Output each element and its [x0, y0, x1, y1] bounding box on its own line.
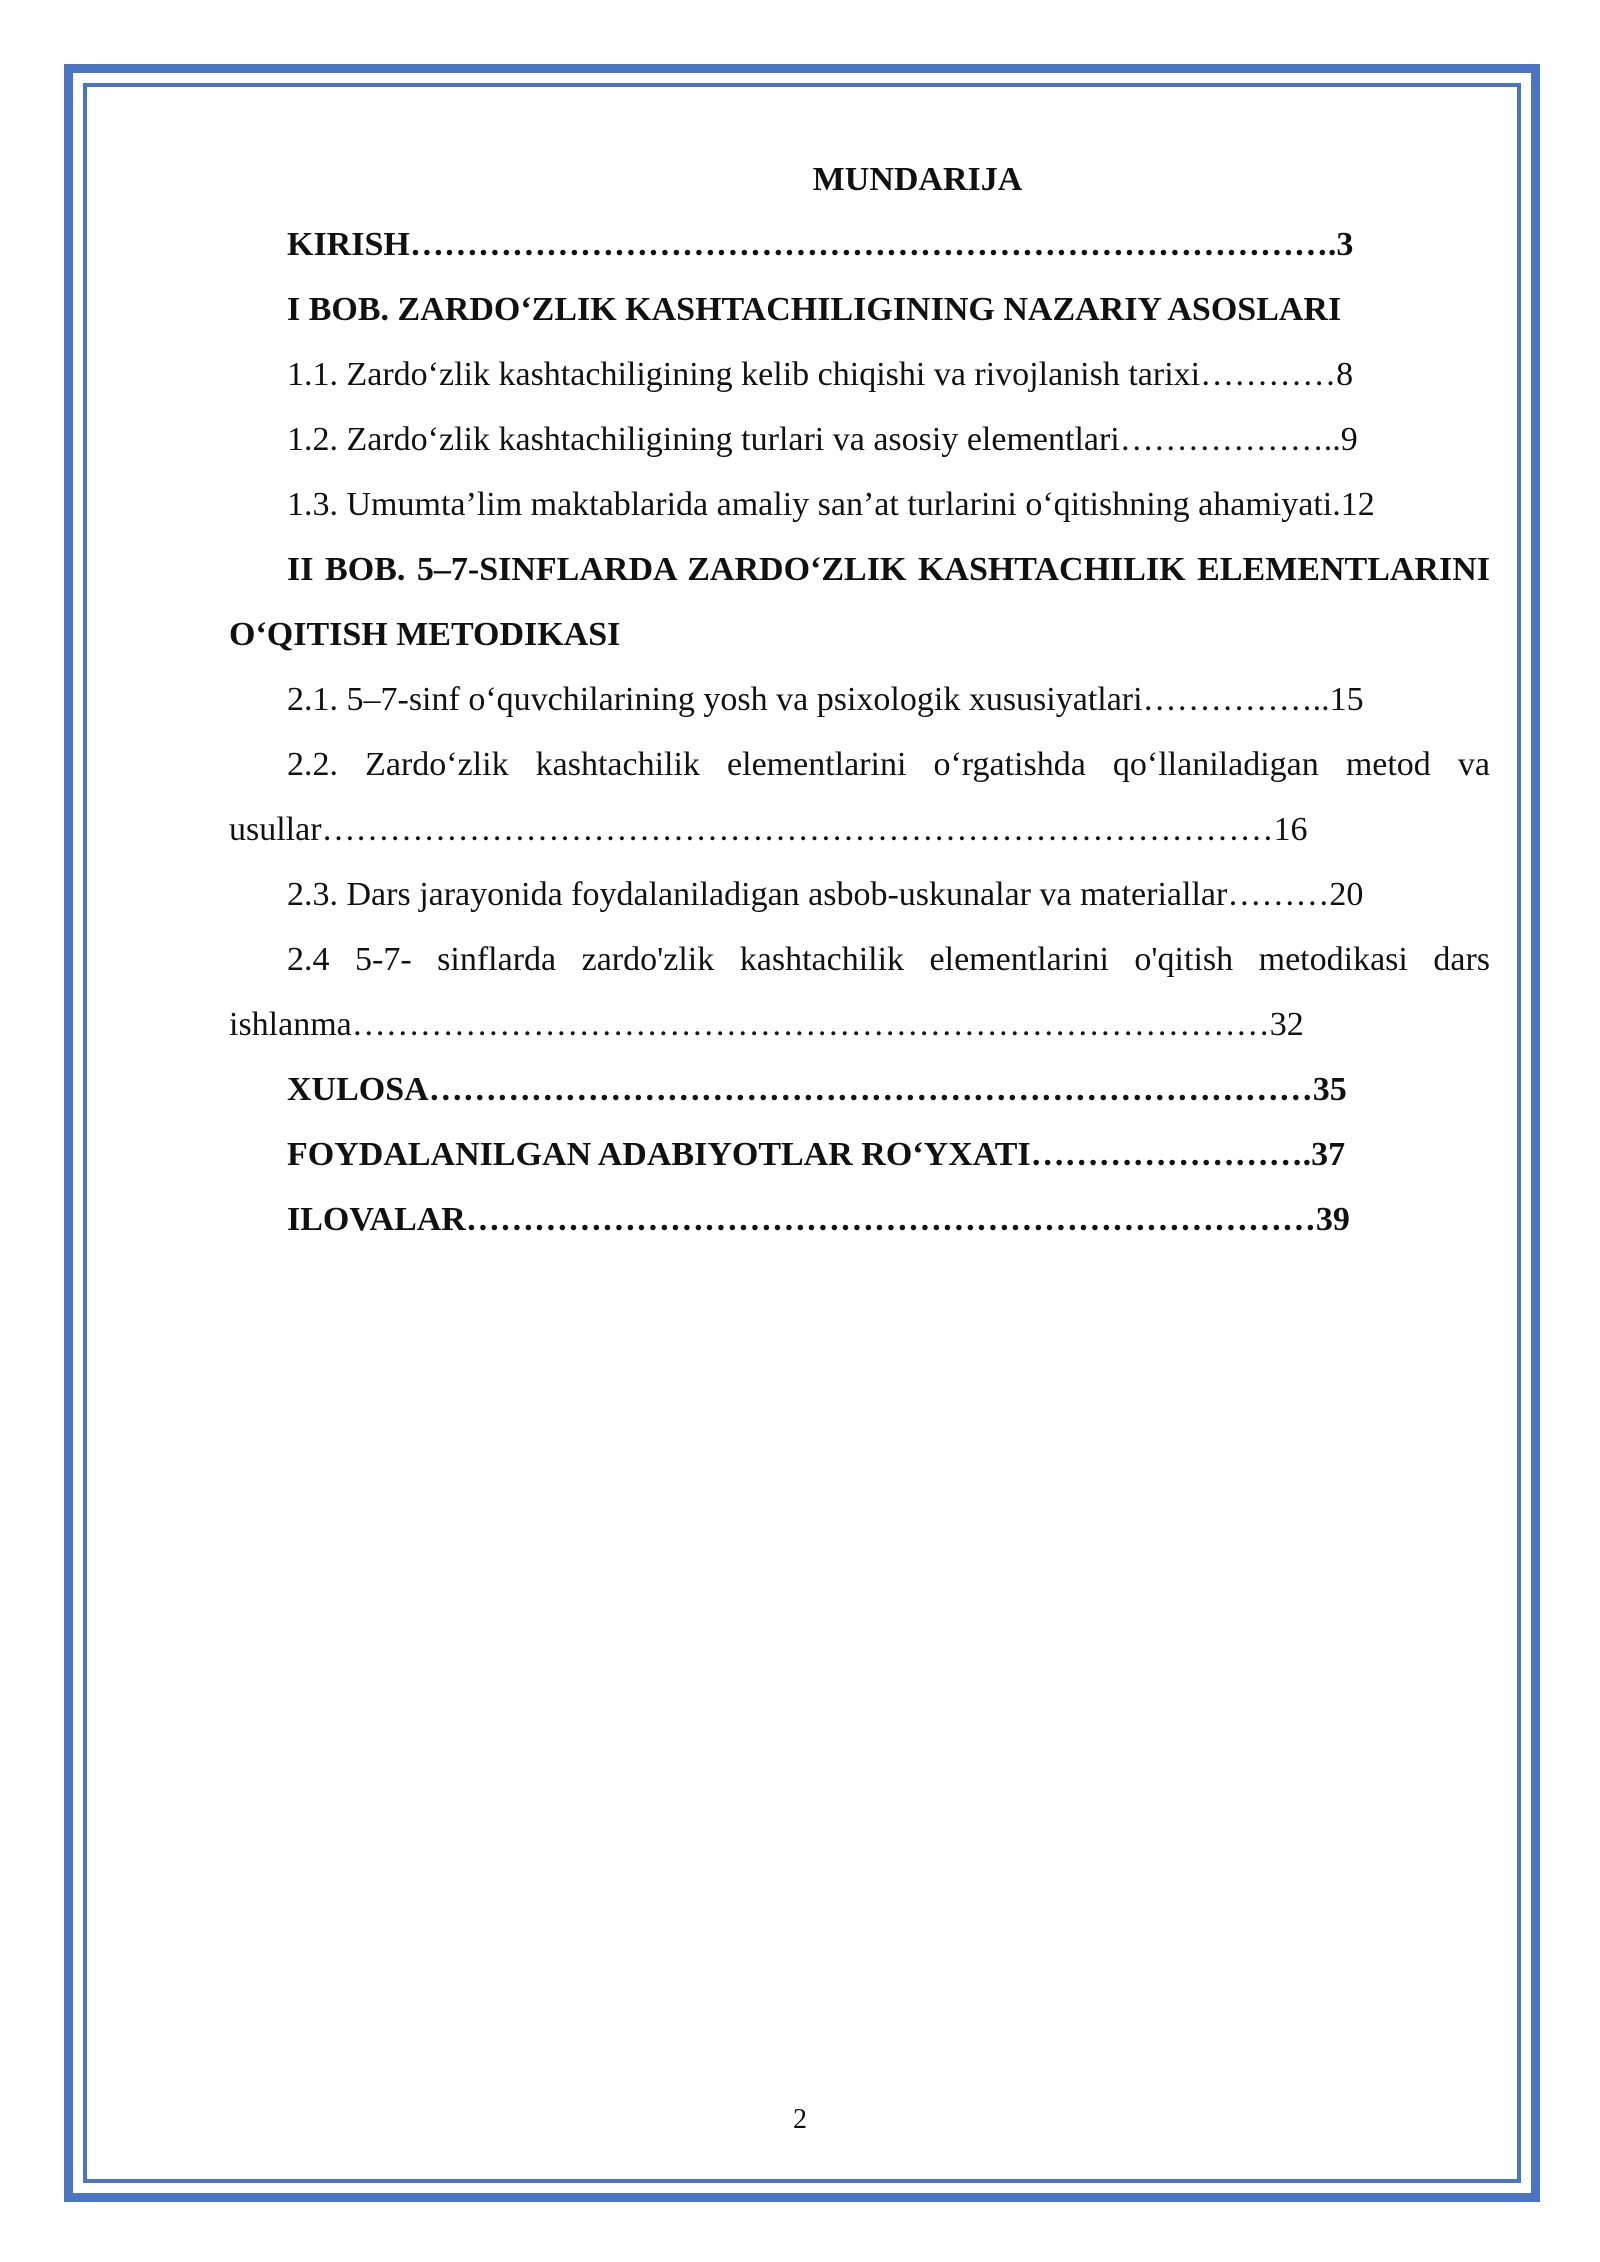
toc-entry-appendices: ILOVALAR…………………………………………………………………39: [287, 1201, 1350, 1238]
toc-entry-kirish: KIRISH……………………………………………………………………….3: [287, 226, 1354, 263]
toc-entry-chapter-2: II BOB. 5–7-SINFLARDA ZARDO‘ZLIK KASHTACHILIK ELEMENTLARINI O‘QITISH METODIKASI: [229, 551, 1490, 653]
toc-entry-1-3: 1.3. Umumta’lim maktablarida amaliy san’at turlarini o‘qitishning ahamiyati.12: [287, 486, 1375, 523]
toc-entry-1-1: 1.1. Zardo‘zlik kashtachiligining kelib chiqishi va rivojlanish tarixi…………8: [287, 356, 1354, 393]
toc-entry-2-4: 2.4 5-7- sinflarda zardo'zlik kashtachilik elementlarini o'qitish metodikasi dars ishlanma………………………………………………………………………32: [229, 941, 1490, 1043]
toc-entry-chapter-1: I BOB. ZARDO‘ZLIK KASHTACHILIGINING NAZARIY ASOSLARI: [287, 291, 1342, 328]
toc-entry-1-2: 1.2. Zardo‘zlik kashtachiligining turlari va asosiy elementlari………………..9: [287, 421, 1358, 458]
toc-entry-xulosa: XULOSA……………………………………………………………………35: [287, 1071, 1347, 1108]
table-of-contents: [229, 147, 1490, 1252]
toc-entry-2-3: 2.3. Dars jarayonida foydalaniladigan asbob-uskunalar va materiallar………20: [287, 876, 1364, 913]
page-number: 2: [793, 2104, 807, 2135]
toc-title: MUNDARIJA: [812, 161, 1023, 198]
toc-entry-2-1: 2.1. 5–7-sinf o‘quvchilarining yosh va psixologik xususiyatlari……………..15: [287, 681, 1364, 718]
toc-entry-references: FOYDALANILGAN ADABIYOTLAR RO‘YXATI…………………….37: [287, 1136, 1346, 1173]
toc-entry-2-2: 2.2. Zardo‘zlik kashtachilik elementlarini o‘rgatishda qo‘llaniladigan metod va usullar…………………………………………………………………………16: [229, 746, 1490, 848]
